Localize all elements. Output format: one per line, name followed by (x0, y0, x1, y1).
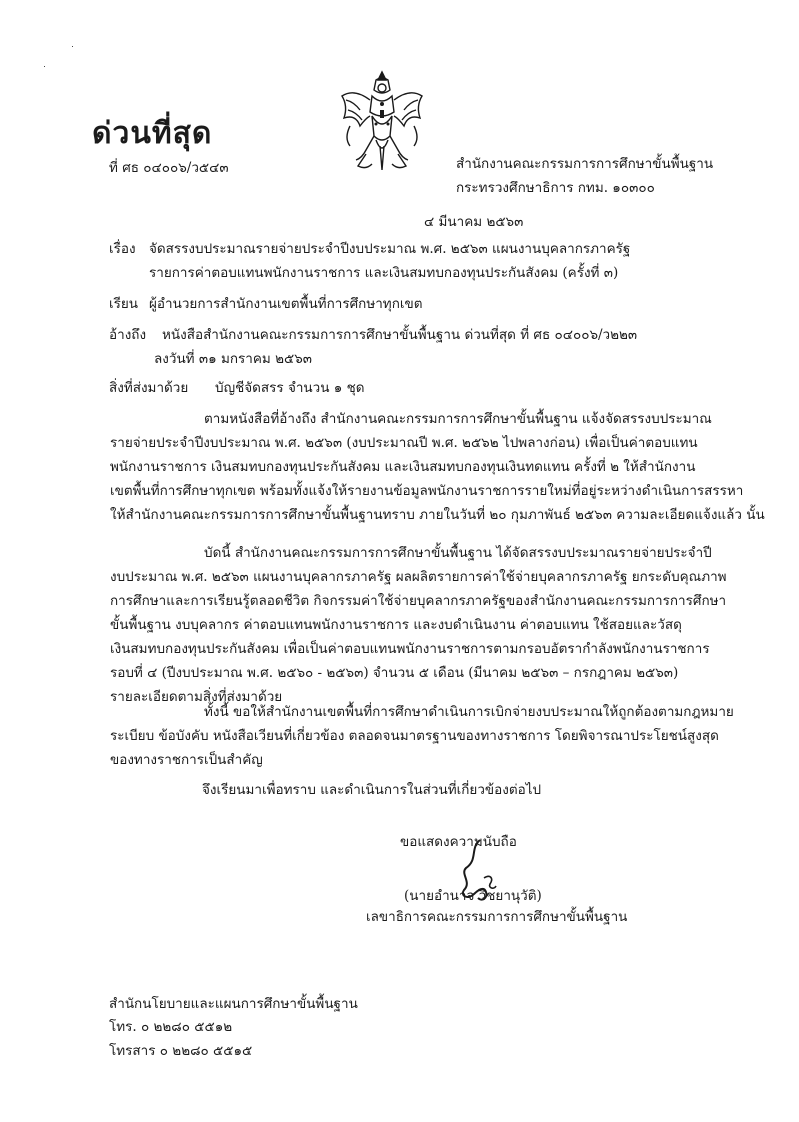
body-paragraph-1-line: พนักงานราชการ เงินสมทบกองทุนประกันสังคม และเงินสมทบกองทุนเงินทดแทน ครั้งที่ ๒ ให้สำนักงาน (110, 459, 696, 475)
office-name: สำนักงานคณะกรรมการการศึกษาขั้นพื้นฐาน (456, 156, 714, 172)
document-number: ที่ ศธ ๐๔๐๐๖/ว๕๔๓ (109, 160, 229, 176)
reference-line-2: ลงวันที่ ๓๑ มกราคม ๒๕๖๓ (154, 351, 312, 367)
subject-label: เรื่อง (109, 241, 136, 257)
body-paragraph-1-line: ตามหนังสือที่อ้างถึง สำนักงานคณะกรรมการการศึกษาขั้นพื้นฐาน แจ้งจัดสรรงบประมาณ (204, 411, 712, 427)
enclosure-text: บัญชีจัดสรร จำนวน ๑ ชุด (215, 380, 365, 396)
body-paragraph-3-line: ระเบียบ ข้อบังคับ หนังสือเวียนที่เกี่ยวข้อง ตลอดจนมาตรฐานของทางราชการ โดยพิจารณาประโยชน์สูงสุด (110, 728, 719, 744)
body-paragraph-2-line: ขั้นพื้นฐาน งบบุคลากร ค่าตอบแทนพนักงานราชการ และงบดำเนินงาน ค่าตอบแทน ใช้สอยและวัสดุ (110, 617, 682, 633)
body-paragraph-1-line: เขตพื้นที่การศึกษาทุกเขต พร้อมทั้งแจ้งให้รายงานข้อมูลพนักงานราชการรายใหม่ที่อยู่ระหว่างดำเนินการสรรหา (110, 483, 744, 499)
body-paragraph-3-line: ของทางราชการเป็นสำคัญ (110, 752, 263, 768)
body-paragraph-2-line: งบประมาณ พ.ศ. ๒๕๖๓ แผนงานบุคลากรภาครัฐ ผลผลิตรายการค่าใช้จ่ายบุคลากรภาครัฐ ยกระดับคุณภาพ (110, 569, 727, 585)
body-paragraph-2-line: เงินสมทบกองทุนประกันสังคม เพื่อเป็นค่าตอบแทนพนักงานราชการตามกรอบอัตรากำลังพนักงานราชการ (110, 641, 710, 657)
document-date: ๔ มีนาคม ๒๕๖๓ (424, 214, 524, 230)
scan-speck (44, 66, 45, 67)
body-paragraph-2-line: รายละเอียดตามสิ่งที่ส่งมาด้วย (110, 689, 283, 705)
closing-request: จึงเรียนมาเพื่อทราบ และดำเนินการในส่วนที่เกี่ยวข้องต่อไป (202, 782, 542, 798)
body-paragraph-2-line: บัดนี้ สำนักงานคณะกรรมการการศึกษาขั้นพื้นฐาน ได้จัดสรรงบประมาณรายจ่ายประจำปี (204, 545, 712, 561)
fax-number: โทรสาร ๐ ๒๒๘๐ ๕๕๑๕ (109, 1043, 253, 1059)
body-paragraph-2-line: รอบที่ ๔ (ปีงบประมาณ พ.ศ. ๒๕๖๐ - ๒๕๖๓) จำนวน ๕ เดือน (มีนาคม ๒๕๖๓ – กรกฎาคม ๒๕๖๓) (110, 665, 679, 681)
subject-line-1: จัดสรรงบประมาณรายจ่ายประจำปีงบประมาณ พ.ศ. ๒๕๖๓ แผนงานบุคลากรภาครัฐ (149, 241, 631, 257)
phone-number: โทร. ๐ ๒๒๘๐ ๕๕๑๒ (109, 1019, 233, 1035)
scan-speck (72, 46, 73, 47)
reference-label: อ้างถึง (109, 327, 147, 343)
salutation-label: เรียน (109, 296, 139, 312)
body-paragraph-1-line: ให้สำนักงานคณะกรรมการการศึกษาขั้นพื้นฐานทราบ ภายในวันที่ ๒๐ กุมภาพันธ์ ๒๕๖๓ ความละเอียดแจ้งแล้ว นั้น (110, 507, 765, 523)
urgency-label: ด่วนที่สุด (92, 116, 213, 151)
recipient: ผู้อำนวยการสำนักงานเขตพื้นที่การศึกษาทุกเขต (149, 296, 423, 312)
body-paragraph-3-line: ทั้งนี้ ขอให้สำนักงานเขตพื้นที่การศึกษาดำเนินการเบิกจ่ายงบประมาณให้ถูกต้องตามกฎหมาย (204, 704, 734, 720)
body-paragraph-2-line: การศึกษาและการเรียนรู้ตลอดชีวิต กิจกรรมค่าใช้จ่ายบุคลากรภาครัฐของสำนักงานคณะกรรมการการศึกษา (110, 593, 727, 609)
reference-line-1: หนังสือสำนักงานคณะกรรมการการศึกษาขั้นพื้นฐาน ด่วนที่สุด ที่ ศธ ๐๔๐๐๖/ว๒๒๓ (162, 327, 638, 343)
subject-line-2: รายการค่าตอบแทนพนักงานราชการ และเงินสมทบกองทุนประกันสังคม (ครั้งที่ ๓) (149, 265, 619, 281)
body-paragraph-1-line: รายจ่ายประจำปีงบประมาณ พ.ศ. ๒๕๖๓ (งบประมาณปี พ.ศ. ๒๕๖๒ ไปพลางก่อน) เพื่อเป็นค่าตอบแทน (110, 435, 698, 451)
signature-closing: ขอแสดงความนับถือ (400, 834, 517, 850)
office-ministry-address: กระทรวงศึกษาธิการ กทม. ๑๐๓๐๐ (456, 180, 655, 196)
issuing-unit: สำนักนโยบายและแผนการศึกษาขั้นพื้นฐาน (109, 996, 358, 1012)
enclosure-label: สิ่งที่ส่งมาด้วย (109, 380, 189, 396)
garuda-emblem-icon (336, 66, 428, 174)
signatory-name: (นายอำนาจ วิชยานุวัติ) (404, 888, 542, 904)
signatory-position: เลขาธิการคณะกรรมการการศึกษาขั้นพื้นฐาน (366, 909, 628, 925)
